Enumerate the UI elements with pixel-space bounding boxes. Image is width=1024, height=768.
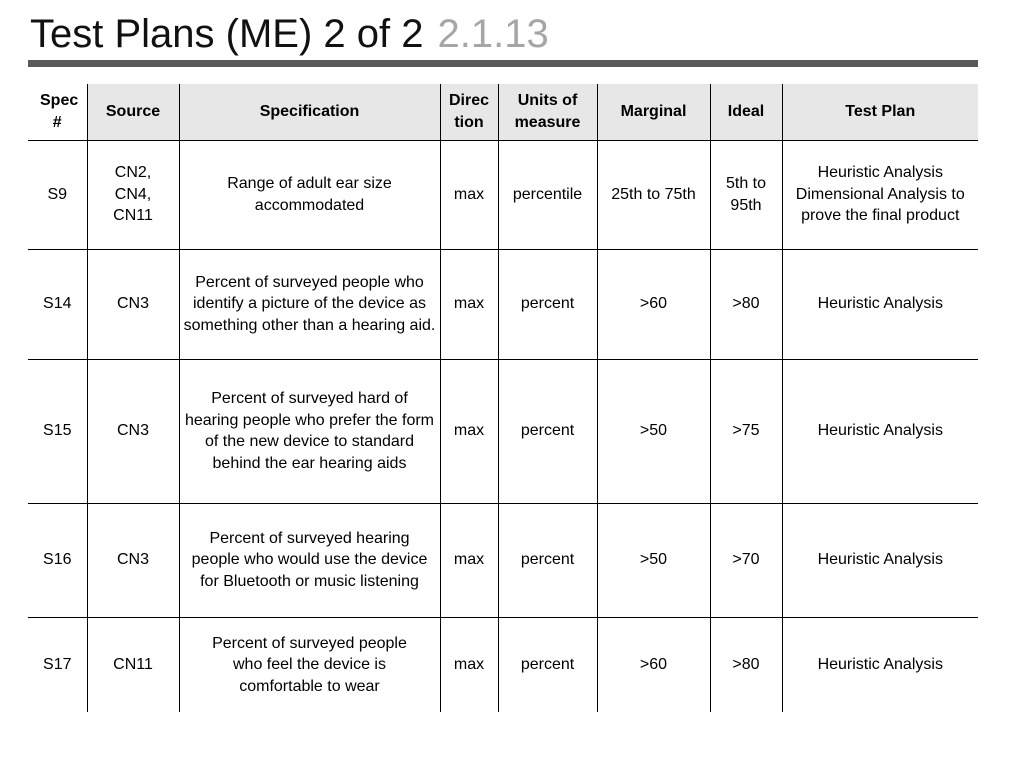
header-direction: Direc tion <box>440 84 498 140</box>
cell-direction: max <box>440 140 498 249</box>
cell-specification: Percent of surveyed people who identify a picture of the device as something other than a hearing aid. <box>179 249 440 359</box>
cell-specification: Percent of surveyed people who feel the device is comfortable to wear <box>179 617 440 712</box>
cell-specification: Percent of surveyed hearing people who would use the device for Bluetooth or music listening <box>179 503 440 617</box>
cell-specification: Range of adult ear size accommodated <box>179 140 440 249</box>
cell-marginal: 25th to 75th <box>597 140 710 249</box>
cell-source: CN3 <box>87 249 179 359</box>
cell-marginal: >60 <box>597 617 710 712</box>
version-number: 2.1.13 <box>437 12 549 56</box>
cell-units: percentile <box>498 140 597 249</box>
cell-test-plan: Heuristic Analysis <box>782 503 978 617</box>
cell-specification: Percent of surveyed hard of hearing people who prefer the form of the new device to standard behind the ear hearing aids <box>179 359 440 503</box>
cell-marginal: >60 <box>597 249 710 359</box>
cell-spec: S9 <box>28 140 87 249</box>
header-units: Units of measure <box>498 84 597 140</box>
cell-marginal: >50 <box>597 503 710 617</box>
header-marginal: Marginal <box>597 84 710 140</box>
cell-ideal: >75 <box>710 359 782 503</box>
cell-ideal: >80 <box>710 617 782 712</box>
cell-ideal: 5th to 95th <box>710 140 782 249</box>
table-row <box>28 503 978 617</box>
cell-units: percent <box>498 249 597 359</box>
cell-test-plan: Heuristic Analysis Dimensional Analysis to prove the final product <box>782 140 978 249</box>
header-specification: Specification <box>179 84 440 140</box>
cell-direction: max <box>440 249 498 359</box>
slide-title <box>30 8 549 60</box>
table-row <box>28 140 978 249</box>
cell-source: CN3 <box>87 503 179 617</box>
header-spec: Spec # <box>28 84 87 140</box>
cell-direction: max <box>440 359 498 503</box>
cell-spec: S17 <box>28 617 87 712</box>
cell-ideal: >80 <box>710 249 782 359</box>
header-source: Source <box>87 84 179 140</box>
cell-spec: S14 <box>28 249 87 359</box>
cell-units: percent <box>498 359 597 503</box>
cell-units: percent <box>498 617 597 712</box>
cell-test-plan: Heuristic Analysis <box>782 359 978 503</box>
title-rule <box>28 60 978 67</box>
cell-test-plan: Heuristic Analysis <box>782 249 978 359</box>
table-row <box>28 249 978 359</box>
cell-spec: S15 <box>28 359 87 503</box>
cell-ideal: >70 <box>710 503 782 617</box>
title-text: Test Plans (ME) 2 of 2 <box>30 12 424 56</box>
table-row <box>28 359 978 503</box>
table-row <box>28 617 978 712</box>
header-row <box>28 84 978 140</box>
cell-units: percent <box>498 503 597 617</box>
header-test-plan: Test Plan <box>782 84 978 140</box>
cell-test-plan: Heuristic Analysis <box>782 617 978 712</box>
cell-source: CN3 <box>87 359 179 503</box>
cell-direction: max <box>440 617 498 712</box>
cell-direction: max <box>440 503 498 617</box>
cell-spec: S16 <box>28 503 87 617</box>
spec-table <box>28 84 978 712</box>
cell-source: CN11 <box>87 617 179 712</box>
header-ideal: Ideal <box>710 84 782 140</box>
cell-marginal: >50 <box>597 359 710 503</box>
cell-source: CN2, CN4, CN11 <box>87 140 179 249</box>
